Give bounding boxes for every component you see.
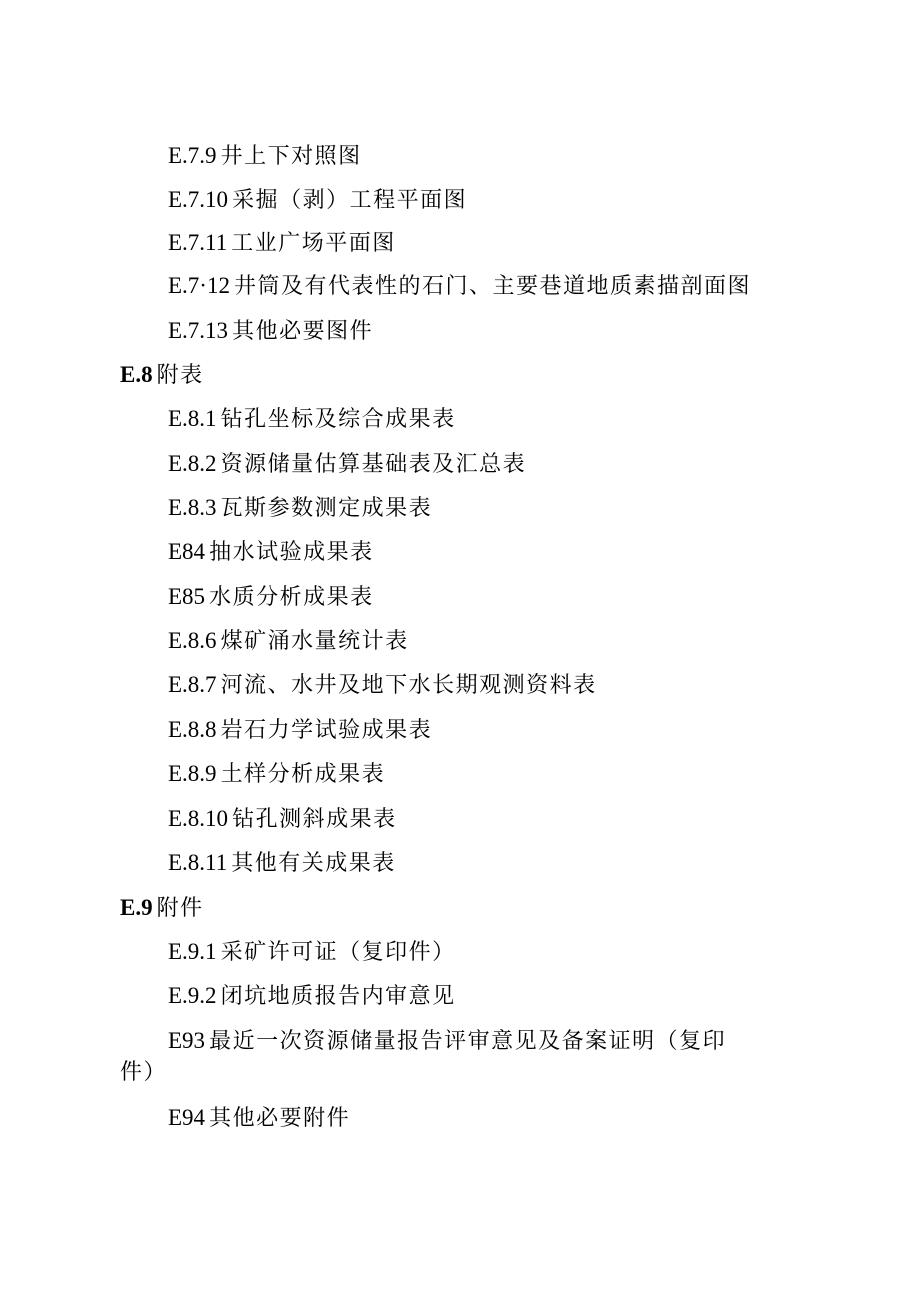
list-item-e9-4	[168, 1105, 350, 1132]
list-item-e8-3	[168, 495, 432, 522]
list-item-e8-5	[168, 584, 374, 611]
list-item-e9-3-continuation	[120, 1060, 167, 1086]
item-text: 其他必要附件	[209, 1106, 351, 1131]
item-text: 采矿许可证（复印件）	[220, 940, 456, 965]
item-number: E.7.11	[168, 230, 228, 255]
item-text: 井筒及有代表性的石门、主要巷道地质素描剖面图	[233, 274, 751, 299]
item-number: E.8.7	[168, 672, 217, 697]
item-text: 资源储量估算基础表及汇总表	[220, 452, 527, 477]
item-number: E.8.9	[168, 761, 217, 786]
item-text: 抽水试验成果表	[209, 540, 374, 565]
section-number: E.8	[120, 362, 153, 387]
item-text: 河流、水井及地下水长期观测资料表	[220, 673, 597, 698]
item-number: E84	[168, 539, 206, 564]
list-item-e8-2	[168, 451, 526, 478]
list-item-e8-7	[168, 672, 597, 699]
item-text: 岩石力学试验成果表	[220, 718, 433, 743]
item-text: 工业广场平面图	[231, 231, 396, 256]
item-text: 土样分析成果表	[220, 762, 386, 787]
list-item-e7-9	[168, 143, 362, 170]
list-item-e9-2	[168, 983, 456, 1010]
item-text: 瓦斯参数测定成果表	[220, 496, 433, 521]
list-item-e7-10	[168, 187, 467, 214]
section-title: 附件	[156, 896, 204, 921]
item-number: E.7.13	[168, 318, 229, 343]
item-text: 钻孔坐标及综合成果表	[220, 407, 456, 432]
item-number: E.9.2	[168, 983, 217, 1008]
section-title: 附表	[156, 363, 204, 388]
item-text-continuation: 件）	[120, 1060, 168, 1085]
section-number: E.9	[120, 895, 153, 920]
item-number: E94	[168, 1105, 206, 1130]
item-text: 其他必要图件	[232, 319, 374, 344]
item-text: 其他有关成果表	[231, 851, 396, 876]
list-item-e9-1	[168, 939, 456, 966]
list-item-e8-11	[168, 850, 396, 877]
item-number: E.8.2	[168, 451, 217, 476]
item-number: E93	[168, 1028, 206, 1053]
list-item-e7-11	[168, 230, 396, 257]
list-item-e8-4	[168, 539, 374, 566]
list-item-e7-12	[168, 273, 751, 300]
item-text: 钻孔测斜成果表	[232, 807, 397, 832]
item-number: E.9.1	[168, 939, 217, 964]
list-item-e8-8	[168, 717, 432, 744]
list-item-e7-13	[168, 318, 373, 345]
section-heading-e8	[120, 362, 204, 389]
item-number: E.8.1	[168, 406, 217, 431]
item-number: E.8.11	[168, 850, 228, 875]
section-heading-e9	[120, 895, 204, 922]
item-number: E.8.10	[168, 806, 229, 831]
list-item-e8-10	[168, 806, 397, 833]
list-item-e8-9	[168, 761, 385, 788]
item-number: E.7.10	[168, 187, 229, 212]
item-text: 井上下对照图	[220, 144, 362, 169]
item-text: 采掘（剥）工程平面图	[232, 188, 468, 213]
item-number: E.7.9	[168, 143, 217, 168]
item-number: E85	[168, 584, 206, 609]
item-text: 闭坑地质报告内审意见	[220, 984, 456, 1009]
list-item-e8-1	[168, 406, 456, 433]
item-number: E.7·12	[168, 273, 230, 298]
item-number: E.8.6	[168, 628, 217, 653]
list-item-e8-6	[168, 628, 409, 655]
item-text: 最近一次资源储量报告评审意见及备案证明（复印	[209, 1029, 727, 1054]
item-text: 煤矿涌水量统计表	[220, 629, 409, 654]
list-item-e9-3	[168, 1028, 726, 1055]
item-number: E.8.8	[168, 717, 217, 742]
item-text: 水质分析成果表	[209, 585, 374, 610]
item-number: E.8.3	[168, 495, 217, 520]
